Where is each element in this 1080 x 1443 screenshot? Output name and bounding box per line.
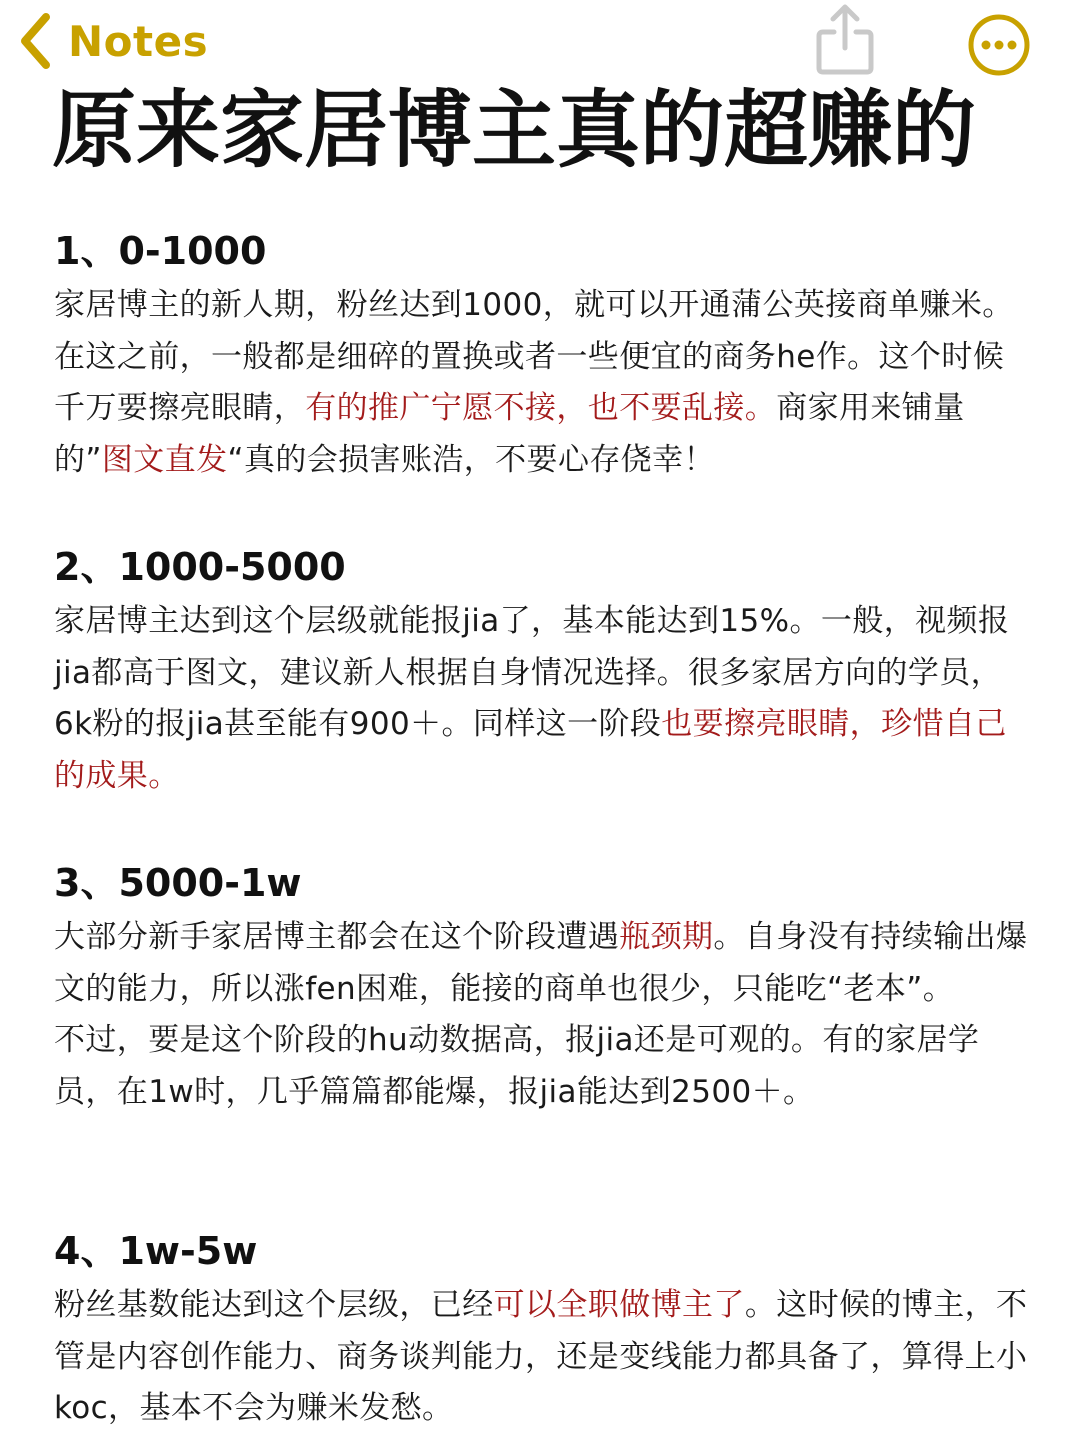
note-title: 原来家居博主真的超赚的 — [52, 80, 977, 179]
text-run: 。自身没有持续输出爆文的能力，所以涨fen困难，能接的商单也很少，只能吃“老本”。 — [54, 919, 1028, 1007]
text-run: “真的会损害账浩，不要心存侥幸！ — [227, 441, 715, 478]
back-button[interactable] — [18, 10, 208, 72]
section-body — [54, 596, 1034, 802]
section-body — [54, 1280, 1034, 1435]
text-run: 不过，要是这个阶段的hu动数据高，报jia还是可观的。有的家居学员，在1w时，几乎篇篇都能爆，报jia能达到2500＋。 — [54, 1022, 980, 1110]
text-run: 家居博主达到这个层级就能报jia了，基本能达到15%。一般，视频报jia都高于图文，建议新人根据自身情况选择。很多家居方向的学员，6k粉的报jia甚至能有900＋。同样这一阶段 — [54, 603, 1010, 742]
highlighted-text: 也要擦亮眼睛，珍惜自己的成果。 — [54, 706, 1007, 794]
paragraph — [54, 280, 1034, 486]
section-body — [54, 280, 1034, 486]
note-section — [54, 542, 1034, 802]
text-run: 。这时候的博主，不管是内容创作能力、商务谈判能力，还是变线能力都具备了，算得上小koc，基本不会为赚米发愁。 — [54, 1287, 1028, 1426]
text-run: 家居博主的新人期，粉丝达到1000，就可以开通蒲公英接商单赚米。在这之前，一般都是细碎的置换或者一些便宜的商务he作。这个时候千万要擦亮眼睛， — [54, 287, 1014, 426]
share-icon[interactable] — [812, 2, 878, 76]
highlighted-text: 图文直发 — [101, 441, 228, 478]
text-run: 粉丝基数能达到这个层级，已经 — [54, 1287, 494, 1323]
nav-bar — [0, 0, 1080, 84]
ellipsis-circle-icon[interactable] — [966, 12, 1032, 78]
paragraph — [54, 596, 1034, 802]
chevron-left-icon — [18, 12, 52, 70]
paragraph — [54, 1015, 1034, 1118]
note-section — [54, 226, 1034, 486]
highlighted-text: 可以全职做博主了 — [493, 1287, 745, 1323]
text-run: 商家用来铺量的” — [54, 390, 965, 478]
paragraph — [54, 1280, 1034, 1435]
highlighted-text: 有的推广宁愿不接，也不要乱接。 — [305, 390, 777, 426]
section-heading: 2、1000-5000 — [54, 545, 346, 589]
section-heading: 3、5000-1w — [54, 861, 302, 905]
note-section — [54, 1226, 1034, 1435]
section-heading: 1、0-1000 — [54, 229, 267, 273]
section-heading: 4、1w-5w — [54, 1229, 258, 1273]
section-body — [54, 912, 1034, 1118]
text-run: 大部分新手家居博主都会在这个阶段遭遇 — [54, 919, 620, 955]
paragraph — [54, 912, 1034, 1015]
highlighted-text: 瓶颈期 — [619, 919, 714, 955]
note-section — [54, 858, 1034, 1118]
back-label: Notes — [68, 16, 209, 66]
